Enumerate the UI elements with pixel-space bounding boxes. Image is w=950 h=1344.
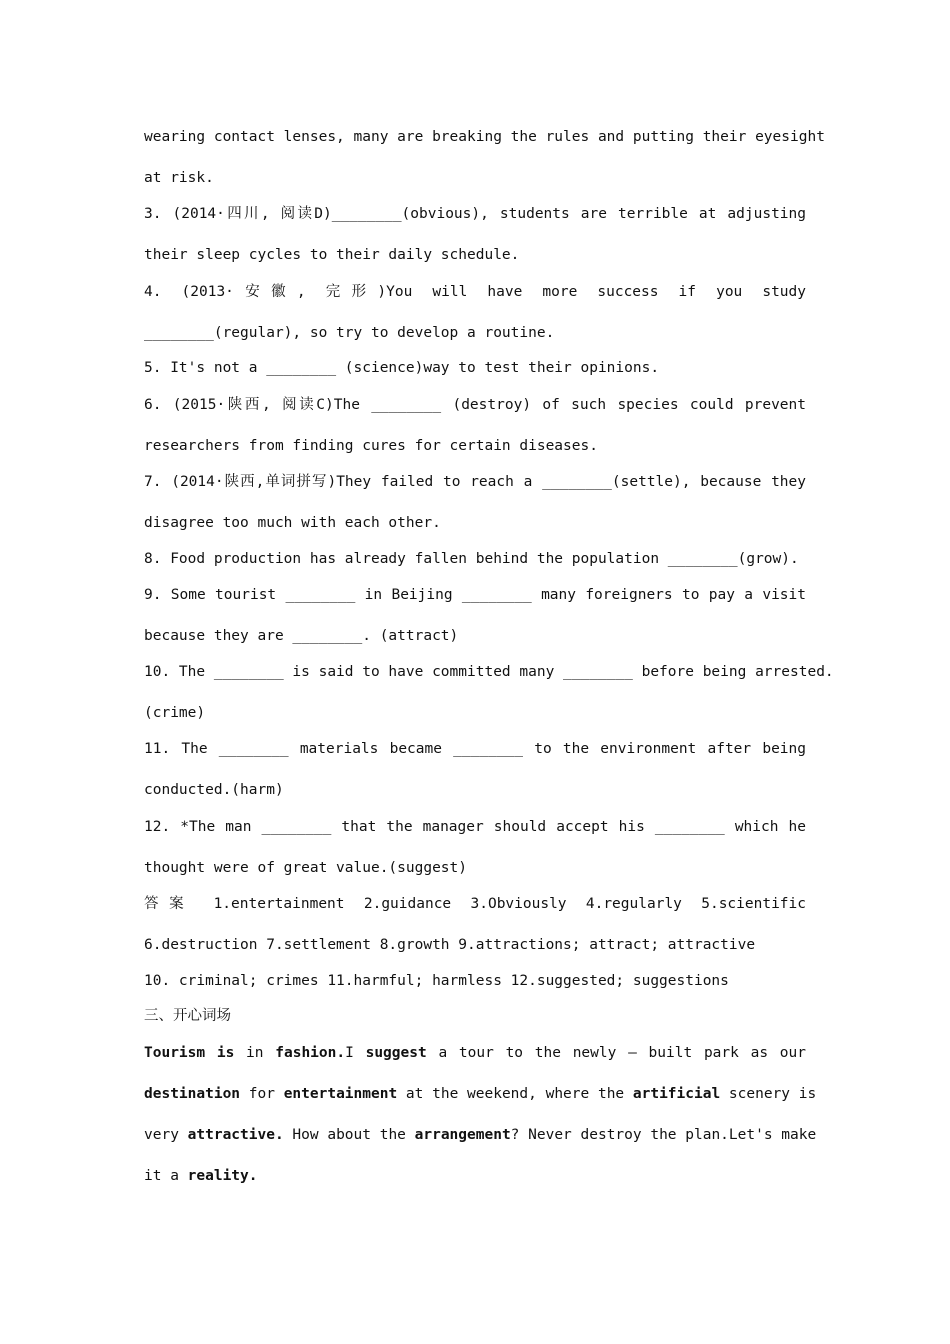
exercise-12: 12. *The man ________ that the manager should accept his ________ which he (144, 819, 806, 835)
text-line: disagree too much with each other. (144, 515, 441, 531)
text-line: ________(regular), so try to develop a routine. (144, 325, 555, 341)
exercise-4: 4. (2013·安徽, 完形)You will have more success if you study (144, 284, 806, 300)
keyword: Tourism is (144, 1045, 235, 1061)
exercise-3: 3. (2014·四川, 阅读D)________(obvious), students are terrible at adjusting (144, 206, 806, 222)
fun-paragraph-line: destination for entertainment at the weekend, where the artificial scenery is (144, 1086, 817, 1102)
keyword: attractive. (187, 1127, 284, 1143)
fun-paragraph-line: Tourism is in fashion.I suggest a tour to the newly — built park as our (144, 1045, 806, 1061)
exercise-9: 9. Some tourist ________ in Beijing ________ many foreigners to pay a visit (144, 587, 806, 603)
text-line: thought were of great value.(suggest) (144, 860, 468, 876)
keyword: arrangement (414, 1127, 511, 1143)
keyword: artificial (632, 1086, 721, 1102)
text-line: at risk. (144, 170, 214, 186)
text-line: researchers from finding cures for certain diseases. (144, 438, 598, 454)
keyword: fashion. (275, 1045, 346, 1061)
exercise-11: 11. The ________ materials became ________ to the environment after being (144, 741, 806, 757)
keyword: destination (144, 1086, 241, 1102)
answer-key: 答案 1.entertainment 2.guidance 3.Obviously 4.regularly 5.scientific (144, 896, 806, 912)
text-line: (crime) (144, 705, 206, 721)
keyword: reality. (187, 1168, 258, 1184)
answer-key-line: 10. criminal; crimes 11.harmful; harmless 12.suggested; suggestions (144, 973, 729, 989)
fun-paragraph-line: very attractive. How about the arrangement? Never destroy the plan.Let's make (144, 1127, 817, 1143)
text-line: their sleep cycles to their daily schedule. (144, 247, 520, 263)
exercise-10: 10. The ________ is said to have committed many ________ before being arrested. (144, 664, 834, 680)
keyword: entertainment (283, 1086, 398, 1102)
text-line: conducted.(harm) (144, 782, 284, 798)
text-line: because they are ________. (attract) (144, 628, 459, 644)
exercise-7: 7. (2014·陕西,单词拼写)They failed to reach a ________(settle), because they (144, 474, 806, 490)
exercise-8: 8. Food production has already fallen behind the population ________(grow). (144, 551, 799, 567)
text-line: wearing contact lenses, many are breaking the rules and putting their eyesight (144, 129, 825, 145)
keyword: suggest (365, 1045, 427, 1061)
exercise-6: 6. (2015·陕西, 阅读C)The ________ (destroy) of such species could prevent (144, 397, 806, 413)
answer-key-line: 6.destruction 7.settlement 8.growth 9.attractions; attract; attractive (144, 937, 756, 953)
fun-paragraph-line: it a reality. (144, 1168, 258, 1184)
section-heading: 三、开心词场 (144, 1008, 231, 1024)
exercise-5: 5. It's not a ________ (science)way to test their opinions. (144, 360, 660, 376)
